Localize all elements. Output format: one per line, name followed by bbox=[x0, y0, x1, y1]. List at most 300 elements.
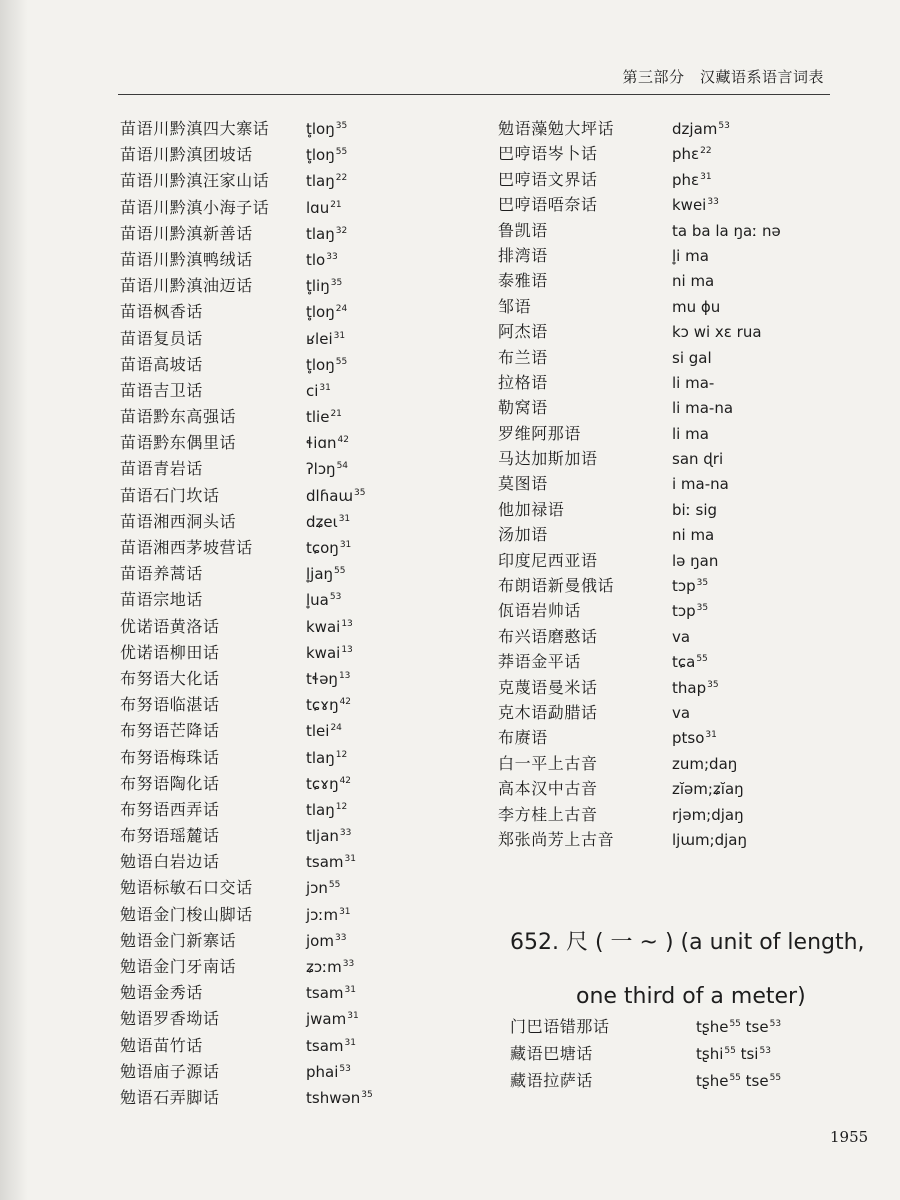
tone-number: 42 bbox=[337, 435, 349, 446]
word-form bbox=[672, 450, 723, 468]
word-row bbox=[120, 928, 373, 954]
language-name: 勉语石弄脚话 bbox=[120, 1087, 220, 1107]
phonetic-form: tshwən bbox=[306, 1088, 361, 1107]
word-form bbox=[672, 729, 717, 747]
word-form bbox=[672, 272, 714, 290]
phonetic-form: tsam bbox=[306, 984, 344, 1003]
phonetic-form: i ma-na bbox=[672, 475, 729, 494]
language-name: 布努语西弄话 bbox=[120, 799, 220, 819]
phonetic-form: ljɯm;djaŋ bbox=[672, 830, 747, 849]
phonetic-form: jom bbox=[306, 931, 334, 950]
word-row bbox=[120, 456, 373, 482]
word-row bbox=[498, 522, 781, 547]
word-form bbox=[306, 356, 347, 374]
phonetic-form: tlaŋ bbox=[306, 224, 335, 243]
language-name: 布赓语 bbox=[498, 728, 548, 748]
phonetic-form: tɬəŋ bbox=[306, 669, 338, 688]
word-row bbox=[498, 598, 781, 623]
word-row bbox=[498, 776, 781, 801]
language-name: 苗语川黔滇鸭绒话 bbox=[120, 249, 253, 269]
word-row bbox=[120, 1059, 373, 1085]
word-row bbox=[498, 141, 781, 166]
word-form bbox=[672, 806, 744, 824]
language-name: 克蔑语曼米话 bbox=[498, 677, 598, 697]
tone-number: 35 bbox=[696, 603, 709, 614]
word-form bbox=[306, 906, 351, 924]
word-row bbox=[498, 675, 781, 700]
phonetic-form: tlie bbox=[306, 408, 330, 427]
language-name: 巴哼语唔奈话 bbox=[498, 195, 598, 215]
word-row bbox=[498, 192, 781, 217]
phonetic-form: l̥ua bbox=[306, 591, 329, 610]
tone-number: 55 bbox=[328, 880, 341, 891]
language-name: 莽语金平话 bbox=[498, 652, 582, 672]
word-row bbox=[120, 247, 373, 273]
word-form bbox=[306, 408, 342, 426]
word-form bbox=[306, 853, 356, 871]
phonetic-form: l̥jaŋ bbox=[306, 565, 334, 584]
language-name: 苗语宗地话 bbox=[120, 590, 204, 610]
word-row bbox=[498, 294, 781, 319]
word-form bbox=[306, 1089, 373, 1107]
tone-number: 53 bbox=[339, 1063, 351, 1074]
word-row bbox=[498, 573, 781, 598]
word-row bbox=[120, 483, 373, 509]
phonetic-form: va bbox=[672, 703, 691, 722]
word-row bbox=[498, 218, 781, 243]
word-form bbox=[696, 1018, 781, 1036]
entry-word-list bbox=[510, 1014, 781, 1095]
phonetic-form: tsam bbox=[306, 853, 344, 872]
phonetic-form: ptso bbox=[672, 729, 705, 748]
word-row bbox=[120, 771, 373, 797]
tone-number: 31 bbox=[344, 1037, 356, 1048]
word-row bbox=[120, 614, 373, 640]
tone-number: 24 bbox=[335, 304, 348, 315]
language-name: 勉语金门梭山脚话 bbox=[120, 904, 253, 924]
word-row bbox=[498, 751, 781, 776]
word-form bbox=[306, 434, 349, 452]
phonetic-form: tɔp bbox=[672, 602, 696, 621]
phonetic-form: kwai bbox=[306, 643, 341, 662]
language-name: 藏语拉萨话 bbox=[510, 1071, 594, 1090]
word-form bbox=[306, 539, 351, 557]
language-name: 印度尼西亚语 bbox=[498, 550, 598, 570]
tone-number: 33 bbox=[326, 251, 338, 262]
language-name: 罗维阿那语 bbox=[498, 423, 582, 443]
language-name: 勉语金门牙南话 bbox=[120, 957, 237, 976]
phonetic-form: tse bbox=[745, 1018, 769, 1036]
word-row bbox=[120, 273, 373, 299]
phonetic-form: kwei bbox=[672, 196, 707, 215]
word-row bbox=[120, 718, 373, 744]
language-name: 佤语岩帅话 bbox=[498, 601, 582, 621]
word-form bbox=[306, 591, 341, 609]
word-form bbox=[306, 749, 347, 767]
tone-number: 33 bbox=[334, 932, 347, 943]
tone-number: 31 bbox=[705, 730, 717, 741]
word-form bbox=[672, 602, 708, 620]
word-form bbox=[306, 618, 353, 636]
language-name: 苗语川黔滇四大寨话 bbox=[120, 119, 270, 138]
phonetic-form: tɔp bbox=[672, 577, 696, 596]
phonetic-form: lə ŋan bbox=[672, 551, 719, 570]
word-row bbox=[498, 243, 781, 268]
tone-number: 55 bbox=[335, 356, 348, 367]
word-row bbox=[120, 745, 373, 771]
phonetic-form: tɕoŋ bbox=[306, 539, 339, 557]
word-row bbox=[498, 370, 781, 395]
language-name: 他加禄语 bbox=[498, 499, 565, 519]
word-form bbox=[306, 1037, 356, 1055]
word-form bbox=[306, 330, 345, 348]
word-row bbox=[498, 700, 781, 725]
language-name: 苗语川黔滇小海子话 bbox=[120, 197, 270, 217]
language-name: 苗语吉卫话 bbox=[120, 380, 204, 400]
phonetic-form: ni ma bbox=[672, 526, 715, 545]
word-row bbox=[498, 446, 781, 471]
word-form bbox=[306, 775, 351, 793]
tone-number: 55 bbox=[769, 1073, 782, 1083]
word-form bbox=[306, 277, 342, 295]
page-edge-shadow bbox=[0, 0, 28, 1200]
tone-number: 55 bbox=[335, 147, 348, 158]
language-name: 布朗语新曼俄话 bbox=[498, 576, 615, 596]
language-name: 邹语 bbox=[498, 296, 532, 316]
language-name: 勉语白岩边话 bbox=[120, 852, 220, 872]
phonetic-form: jɔn bbox=[306, 879, 328, 898]
language-name: 勉语罗香坳话 bbox=[120, 1009, 220, 1029]
phonetic-form: dzjam bbox=[672, 120, 718, 138]
word-row bbox=[120, 692, 373, 718]
tone-number: 55 bbox=[729, 1073, 741, 1083]
word-row bbox=[498, 319, 781, 344]
phonetic-form: tʂhi bbox=[696, 1045, 724, 1063]
phonetic-form: lɑu bbox=[306, 198, 330, 217]
word-row bbox=[498, 624, 781, 649]
phonetic-form: l̥i ma bbox=[672, 246, 709, 265]
word-row bbox=[120, 326, 373, 352]
header-title: 第三部分 汉藏语系语言词表 bbox=[622, 68, 824, 86]
phonetic-form: tse bbox=[745, 1072, 769, 1090]
phonetic-form: phɛ bbox=[672, 170, 700, 189]
word-row bbox=[120, 823, 373, 849]
language-name: 布努语陶化话 bbox=[120, 773, 220, 793]
tone-number: 53 bbox=[329, 592, 342, 603]
word-form bbox=[672, 577, 708, 595]
phonetic-form: dlɦaɯ bbox=[306, 486, 353, 505]
word-form bbox=[672, 704, 690, 722]
word-row bbox=[120, 954, 373, 980]
language-name: 布兰语 bbox=[498, 347, 548, 367]
language-name: 克木语勐腊话 bbox=[498, 702, 598, 722]
tone-number: 31 bbox=[338, 513, 351, 524]
tone-number: 35 bbox=[330, 278, 343, 289]
tone-number: 54 bbox=[336, 461, 349, 472]
entry-word-row bbox=[510, 1068, 781, 1095]
phonetic-form: si gal bbox=[672, 348, 712, 367]
word-form bbox=[306, 1063, 351, 1081]
language-name: 莫图语 bbox=[498, 474, 548, 494]
entry-word-row bbox=[510, 1041, 781, 1068]
word-form bbox=[696, 1072, 781, 1090]
word-row bbox=[120, 849, 373, 875]
word-row bbox=[120, 902, 373, 928]
word-row bbox=[120, 875, 373, 901]
phonetic-form: tɕɤŋ bbox=[306, 774, 339, 793]
entry-word-row bbox=[510, 1014, 781, 1041]
word-row bbox=[498, 421, 781, 446]
word-form bbox=[672, 196, 719, 214]
tone-number: 55 bbox=[696, 654, 708, 665]
phonetic-form: tljan bbox=[306, 827, 339, 846]
phonetic-form: tlaŋ bbox=[306, 748, 335, 767]
phonetic-form: li ma-na bbox=[672, 399, 734, 418]
word-form bbox=[306, 696, 351, 714]
language-name: 门巴语错那话 bbox=[510, 1017, 610, 1036]
phonetic-form: tsi bbox=[740, 1045, 759, 1063]
word-form bbox=[672, 755, 737, 773]
word-row bbox=[120, 980, 373, 1006]
phonetic-form: tlei bbox=[306, 722, 330, 741]
word-row bbox=[120, 587, 373, 613]
language-name: 布努语芒降话 bbox=[120, 721, 220, 741]
word-form bbox=[672, 526, 714, 544]
phonetic-form: tɕa bbox=[672, 653, 696, 672]
word-row bbox=[120, 561, 373, 587]
language-name: 高本汉中古音 bbox=[498, 779, 598, 799]
entry-heading-line2: one third of a meter) bbox=[576, 984, 806, 1009]
language-name: 布兴语磨憨话 bbox=[498, 626, 598, 646]
tone-number: 12 bbox=[335, 801, 348, 812]
tone-number: 13 bbox=[338, 670, 351, 681]
tone-number: 31 bbox=[319, 382, 331, 393]
tone-number: 35 bbox=[696, 578, 709, 589]
phonetic-form: thap bbox=[672, 678, 707, 697]
tone-number: 32 bbox=[335, 225, 348, 236]
phonetic-form: zum;daŋ bbox=[672, 754, 738, 773]
tone-number: 31 bbox=[339, 540, 352, 550]
language-name: 苗语枫香话 bbox=[120, 302, 204, 322]
phonetic-form: ʔlɔŋ bbox=[306, 460, 336, 479]
word-row bbox=[120, 404, 373, 430]
word-form bbox=[672, 831, 747, 849]
word-row bbox=[120, 299, 373, 325]
word-form bbox=[306, 827, 351, 845]
language-name: 苗语石门坎话 bbox=[120, 485, 220, 505]
language-name: 苗语黔东高强话 bbox=[120, 407, 237, 427]
phonetic-form: li ma- bbox=[672, 373, 715, 392]
language-name: 阿杰语 bbox=[498, 322, 548, 342]
tone-number: 42 bbox=[339, 697, 352, 708]
language-name: 白一平上古音 bbox=[498, 753, 598, 773]
word-row bbox=[120, 168, 373, 194]
tone-number: 53 bbox=[769, 1019, 782, 1029]
word-row bbox=[120, 797, 373, 823]
tone-number: 55 bbox=[334, 566, 346, 577]
language-name: 勉语标敏石口交话 bbox=[120, 878, 253, 898]
phonetic-form: tlaŋ bbox=[306, 800, 335, 819]
language-name: 苗语川黔滇油迈话 bbox=[120, 276, 253, 296]
word-form bbox=[306, 670, 350, 688]
word-form bbox=[306, 120, 347, 138]
tone-number: 24 bbox=[330, 723, 342, 734]
tone-number: 42 bbox=[339, 775, 352, 786]
language-name: 泰雅语 bbox=[498, 271, 548, 291]
word-form bbox=[672, 653, 708, 671]
word-row bbox=[120, 116, 373, 142]
phonetic-form: t̥loŋ bbox=[306, 303, 335, 322]
word-form bbox=[672, 247, 709, 265]
word-row bbox=[498, 167, 781, 192]
language-name: 郑张尚芳上古音 bbox=[498, 829, 615, 849]
word-form bbox=[306, 644, 353, 662]
word-form bbox=[672, 323, 762, 341]
phonetic-form: t̥liŋ bbox=[306, 277, 330, 296]
word-form bbox=[306, 958, 354, 976]
tone-number: 55 bbox=[729, 1019, 741, 1029]
language-name: 巴哼语岑卜话 bbox=[498, 144, 598, 164]
phonetic-form: t̥loŋ bbox=[306, 120, 335, 138]
word-form bbox=[306, 487, 365, 505]
tone-number: 22 bbox=[335, 173, 348, 184]
language-name: 勉语庙子源话 bbox=[120, 1061, 220, 1081]
language-name: 苗语川黔滇新善话 bbox=[120, 223, 253, 243]
tone-number: 35 bbox=[707, 679, 719, 690]
word-row bbox=[498, 725, 781, 750]
tone-number: 35 bbox=[354, 487, 366, 498]
tone-number: 31 bbox=[700, 171, 712, 182]
language-name: 苗语川黔滇汪家山话 bbox=[120, 171, 270, 191]
phonetic-form: ni ma bbox=[672, 272, 715, 291]
word-form bbox=[306, 303, 347, 321]
tone-number: 31 bbox=[347, 1011, 359, 1022]
word-row bbox=[498, 827, 781, 852]
word-form bbox=[672, 399, 733, 417]
language-name: 勉语金秀话 bbox=[120, 983, 204, 1003]
language-name: 布努语临湛话 bbox=[120, 695, 220, 715]
language-name: 苗语高坡话 bbox=[120, 354, 204, 374]
word-form bbox=[306, 199, 342, 217]
word-form bbox=[672, 425, 709, 443]
phonetic-form: tlo bbox=[306, 250, 326, 269]
phonetic-form: san ɖri bbox=[672, 450, 724, 469]
running-header bbox=[118, 62, 830, 95]
language-name: 苗语湘西茅坡营话 bbox=[120, 538, 253, 557]
phonetic-form: kɔ wi xɛ rua bbox=[672, 323, 762, 342]
word-form bbox=[672, 171, 712, 189]
language-name: 勉语金门新寨话 bbox=[120, 930, 237, 950]
phonetic-form: mu ɸu bbox=[672, 297, 721, 316]
tone-number: 21 bbox=[330, 409, 342, 420]
word-form bbox=[306, 722, 342, 740]
word-row bbox=[120, 1085, 373, 1111]
word-form bbox=[672, 349, 712, 367]
language-name: 藏语巴塘话 bbox=[510, 1044, 594, 1063]
word-row bbox=[120, 378, 373, 404]
entry-heading bbox=[510, 916, 870, 1024]
phonetic-form: jɔːm bbox=[306, 905, 339, 924]
word-form bbox=[672, 679, 719, 697]
word-form bbox=[696, 1045, 771, 1063]
word-row bbox=[120, 352, 373, 378]
phonetic-form: zĭəm;ʑĭaŋ bbox=[672, 780, 744, 799]
language-name: 优诺语黄洛话 bbox=[120, 616, 220, 636]
word-row bbox=[120, 535, 373, 561]
tone-number: 31 bbox=[344, 854, 356, 865]
word-row bbox=[498, 116, 781, 141]
word-form bbox=[672, 475, 729, 493]
word-form bbox=[672, 298, 720, 316]
phonetic-form: t̥loŋ bbox=[306, 146, 335, 165]
right-word-column bbox=[498, 116, 781, 852]
word-form bbox=[672, 501, 717, 519]
tone-number: 35 bbox=[361, 1089, 373, 1100]
word-row bbox=[498, 497, 781, 522]
word-row bbox=[498, 802, 781, 827]
language-name: 汤加语 bbox=[498, 525, 548, 545]
language-name: 苗语养蒿话 bbox=[120, 564, 204, 584]
page-number: 1955 bbox=[830, 1128, 869, 1146]
phonetic-form: kwai bbox=[306, 617, 341, 636]
language-name: 巴哼语文界话 bbox=[498, 169, 598, 189]
language-name: 苗语川黔滇团坡话 bbox=[120, 145, 253, 165]
word-row bbox=[498, 268, 781, 293]
word-row bbox=[120, 221, 373, 247]
phonetic-form: li ma bbox=[672, 424, 709, 443]
language-name: 马达加斯加语 bbox=[498, 449, 598, 469]
word-form bbox=[672, 780, 744, 798]
tone-number: 12 bbox=[335, 749, 348, 760]
entry-heading-line1: 652. 尺 ( 一 ~ ) (a unit of length, bbox=[510, 930, 865, 955]
word-form bbox=[306, 172, 347, 190]
tone-number: 53 bbox=[759, 1046, 771, 1056]
phonetic-form: ʁlei bbox=[306, 329, 333, 348]
word-row bbox=[498, 548, 781, 573]
language-name: 勒窝语 bbox=[498, 398, 548, 418]
phonetic-form: tʂhe bbox=[696, 1018, 729, 1036]
language-name: 苗语复员话 bbox=[120, 328, 204, 348]
word-form bbox=[306, 565, 346, 583]
tone-number: 13 bbox=[341, 618, 353, 629]
phonetic-form: phɛ bbox=[672, 145, 700, 164]
word-form bbox=[306, 460, 348, 478]
word-form bbox=[306, 513, 350, 531]
phonetic-form: phai bbox=[306, 1062, 339, 1081]
word-row bbox=[498, 471, 781, 496]
phonetic-form: tlaŋ bbox=[306, 172, 335, 191]
language-name: 李方桂上古音 bbox=[498, 804, 598, 824]
phonetic-form: t̥loŋ bbox=[306, 355, 335, 374]
phonetic-form: ci bbox=[306, 381, 319, 400]
word-row bbox=[120, 640, 373, 666]
language-name: 勉语苗竹话 bbox=[120, 1035, 204, 1055]
phonetic-form: va bbox=[672, 627, 691, 646]
word-form bbox=[672, 374, 714, 392]
tone-number: 33 bbox=[339, 828, 352, 839]
phonetic-form: tsam bbox=[306, 1036, 344, 1055]
tone-number: 13 bbox=[341, 644, 353, 655]
tone-number: 35 bbox=[335, 121, 348, 131]
language-name: 苗语湘西洞头话 bbox=[120, 511, 237, 531]
phonetic-form: ta ba la ŋaː nə bbox=[672, 221, 781, 240]
word-form bbox=[672, 222, 781, 240]
language-name: 布努语大化话 bbox=[120, 668, 220, 688]
word-form bbox=[306, 801, 347, 819]
word-row bbox=[120, 509, 373, 535]
phonetic-form: biː sig bbox=[672, 500, 718, 519]
language-name: 优诺语柳田话 bbox=[120, 642, 220, 662]
